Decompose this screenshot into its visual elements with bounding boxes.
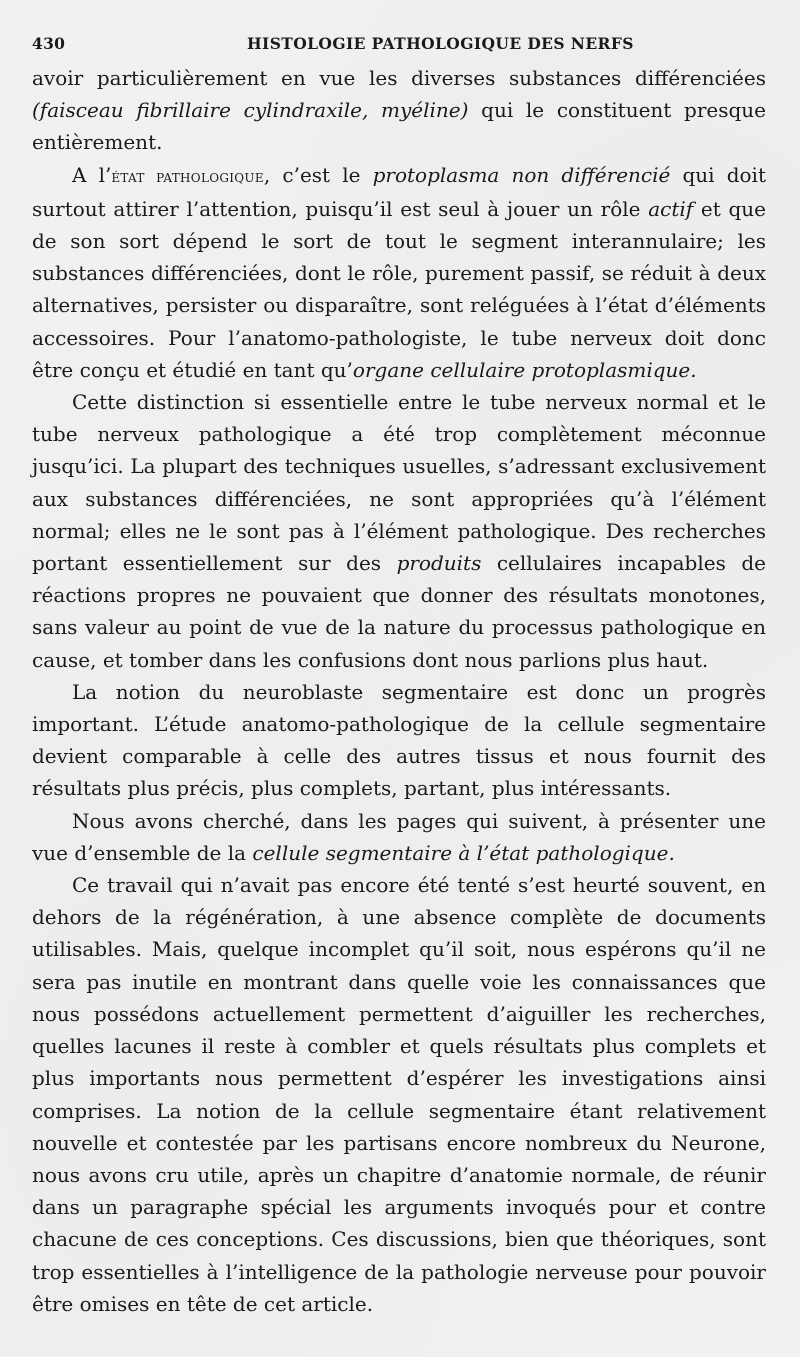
text-span: , c’est le	[263, 162, 373, 187]
paragraph-2	[32, 159, 766, 386]
body-text	[32, 62, 766, 1320]
text-span: avoir particulièrement en vue les diverses substances différenciées	[32, 66, 766, 90]
emphasis-span: (faisceau fibrillaire cylindraxile, myéline)	[32, 98, 469, 123]
emphasis-span: organe cellulaire protoplasmique.	[352, 357, 697, 382]
emphasis-span: actif	[648, 196, 694, 221]
text-span: Ce travail qui n’avait pas encore été tenté s’est heurté souvent, en dehors de la régénération, à une absence complète de documents utilisables. Mais, quelque incomplet qu’il soit, nous espérons qu’il ne sera pas inutile en montrant dans quelle voie les connaissances que nous possédons actuellement permettent d’aiguiller les recherches, quelles lacunes il reste à combler et quels résultats plus complets et plus importants nous permettent d’espérer les investigations ainsi comprises. La notion de la cellule segmentaire étant relativement nouvelle et contestée par les partisans encore nombreux du Neurone, nous avons cru utile, après un chapitre d’anatomie normale, de réunir dans un paragraphe spécial les arguments invoqués pour et contre chacune de ces conceptions. Ces discussions, bien que théoriques, sont trop essentielles à l’intelligence de la pathologie nerveuse pour pouvoir être omises en tête de cet article.	[32, 873, 766, 1316]
emphasis-span: cellule segmentaire à l’état pathologique.	[252, 840, 675, 865]
text-span: qui doit surtout attirer l’attention, puisqu’il est seul à jouer un rôle	[32, 162, 766, 221]
paragraph-3	[32, 386, 766, 676]
emphasis-span: protoplasma non différencié	[372, 162, 671, 187]
paragraph-6	[32, 869, 766, 1320]
paragraph-4	[32, 676, 766, 805]
text-span: Nous avons cherché, dans les pages qui suivent, à présenter une vue d’ensemble de la	[32, 808, 766, 865]
running-head	[32, 26, 766, 62]
text-span: cellulaires incapables de réactions propres ne pouvaient que donner des résultats monotones, sans valeur au point de vue de la nature du processus pathologique en cause, et tomber dans les confusions dont nous parlions plus haut.	[32, 551, 766, 672]
paragraph-1	[32, 62, 766, 159]
emphasis-span: produits	[396, 551, 482, 576]
text-span: qui le constituent presque entièrement.	[32, 98, 767, 155]
text-span: Cette distinction si essentielle entre le tube nerveux normal et le tube nerveux pathologique a été trop complètement méconnue jusqu’ici. La plupart des techniques usuelles, s’adressant exclusivement aux substances différenciées, ne sont appropriées qu’à l’élément normal; elles ne le sont pas à l’élément pathologique. Des recherches portant essentiellement sur des	[32, 390, 766, 576]
running-title: HISTOLOGIE PATHOLOGIQUE DES NERFS	[247, 34, 634, 53]
text-span: La notion du neuroblaste segmentaire est donc un progrès important. L’étude anatomo-pathologique de la cellule segmentaire devient comparable à celle des autres tissus et nous fournit des résultats plus précis, plus complets, partant, plus intéressants.	[32, 679, 766, 801]
paragraph-5	[32, 805, 766, 869]
text-span: et que de son sort dépend le sort de tout le segment interannulaire; les substances différenciées, dont le rôle, purement passif, se réduit à deux alternatives, persister ou disparaître, sont reléguées à l’état d’éléments accessoires. Pour l’anatomo-pathologiste, le tube nerveux doit donc être conçu et étudié en tant qu’	[32, 196, 766, 382]
page-number: 430	[32, 34, 66, 53]
text-span: A l’	[72, 162, 112, 187]
smallcaps-span: état pathologique	[111, 166, 264, 187]
